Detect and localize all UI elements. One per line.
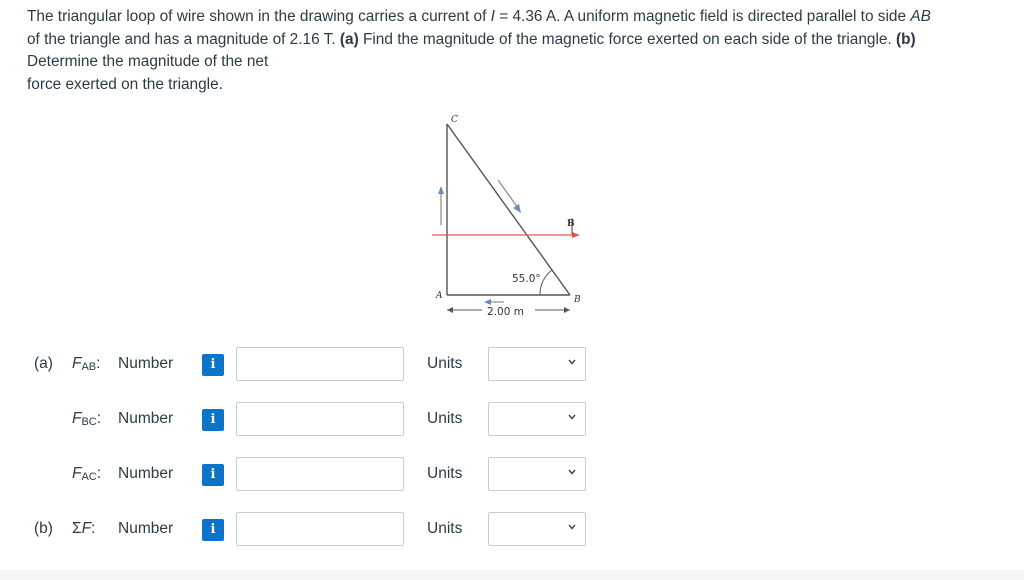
info-icon[interactable]: i bbox=[202, 354, 224, 376]
field-label: B bbox=[567, 219, 575, 229]
current-arrow-ac-head bbox=[438, 186, 444, 194]
chevron-down-icon bbox=[567, 467, 577, 477]
part-a-label: (a) bbox=[34, 355, 53, 372]
bottom-strip bbox=[0, 570, 1024, 580]
fbc-symbol: $F_{BC}$: bbox=[72, 410, 102, 428]
fac-number-input[interactable] bbox=[236, 457, 404, 491]
number-label: Number bbox=[118, 465, 174, 482]
net-force-units-select[interactable] bbox=[488, 512, 586, 546]
number-label: Number bbox=[118, 355, 174, 372]
answer-row-fab bbox=[0, 347, 1024, 383]
net-force-number-input[interactable] bbox=[236, 512, 404, 546]
vertex-b-label: B bbox=[574, 295, 581, 305]
units-label: Units bbox=[427, 465, 463, 482]
answer-row-fac bbox=[0, 457, 1024, 493]
vertex-a-label: A bbox=[436, 291, 443, 301]
question-text: The triangular loop of wire shown in the drawing carries a current of I = 4.36 A. A uniform magnetic field is directed parallel to side AB of the triangle and has a magnitude of 2.16 T. (a) Find the magnitude of the magnetic force exerted on each side of the triangle. (b) Determine the magnitude of the net force exerted on the triangle. bbox=[27, 8, 931, 93]
length-label: 2.00 m bbox=[487, 306, 524, 318]
part-b-label: (b) bbox=[34, 520, 53, 537]
number-label: Number bbox=[118, 410, 174, 427]
vertex-c-label: C bbox=[451, 115, 458, 125]
dimension-arrow-left bbox=[447, 307, 453, 313]
answer-row-net-force bbox=[0, 512, 1024, 548]
units-label: Units bbox=[427, 410, 463, 427]
fab-units-select[interactable] bbox=[488, 347, 586, 381]
info-icon[interactable]: i bbox=[202, 409, 224, 431]
fbc-number-input[interactable] bbox=[236, 402, 404, 436]
current-arrow-ab-head bbox=[484, 299, 491, 305]
angle-label: 55.0° bbox=[512, 273, 541, 285]
chevron-down-icon bbox=[567, 357, 577, 367]
dimension-arrow-right bbox=[564, 307, 570, 313]
side-cb bbox=[447, 124, 570, 295]
info-icon[interactable]: i bbox=[202, 519, 224, 541]
field-arrow-head bbox=[572, 232, 580, 238]
answer-row-fbc bbox=[0, 402, 1024, 438]
number-label: Number bbox=[118, 520, 174, 537]
units-label: Units bbox=[427, 355, 463, 372]
angle-arc bbox=[540, 270, 552, 295]
info-icon[interactable]: i bbox=[202, 464, 224, 486]
fab-number-input[interactable] bbox=[236, 347, 404, 381]
fac-symbol: $F_{AC}$: bbox=[72, 465, 102, 483]
fbc-units-select[interactable] bbox=[488, 402, 586, 436]
chevron-down-icon bbox=[567, 522, 577, 532]
units-label: Units bbox=[427, 520, 463, 537]
current-arrow-cb-head bbox=[513, 204, 521, 213]
current-arrow-cb bbox=[498, 180, 518, 208]
fab-symbol: $F_{AB}$: bbox=[72, 355, 101, 373]
chevron-down-icon bbox=[567, 412, 577, 422]
triangle-diagram bbox=[420, 110, 600, 325]
net-force-symbol: ΣF: bbox=[72, 520, 96, 537]
fac-units-select[interactable] bbox=[488, 457, 586, 491]
